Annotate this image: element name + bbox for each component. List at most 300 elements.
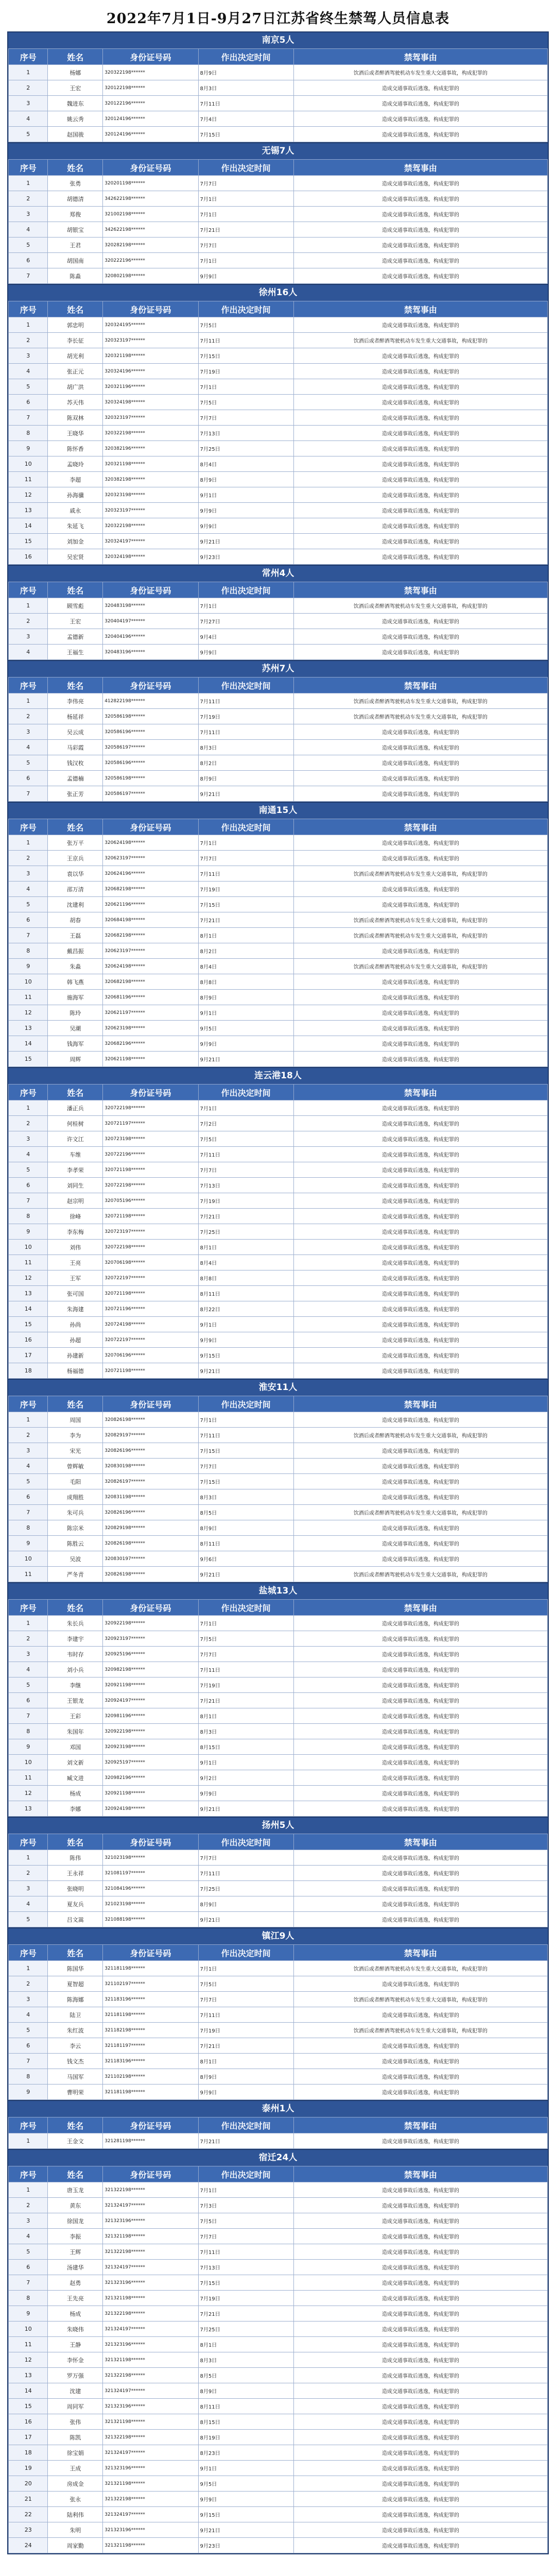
table-row [9,1286,548,1301]
table-row [9,1881,548,1896]
header-row [9,677,548,693]
row-date: 8月9日 [198,65,293,80]
row-name: 赵宗明 [48,1193,103,1209]
row-date: 7月19日 [198,709,293,724]
row-id: 320623197****** [103,851,198,866]
table-row [9,1147,548,1162]
row-id: 320721197****** [103,1116,198,1131]
row-name: 赵国骏 [48,127,103,142]
section-title: 徐州16人 [8,285,548,301]
row-id: 321181198****** [103,2007,198,2023]
row-violation: 造成交通事故后逃逸，构成犯罪的 [293,317,547,333]
row-date: 8月5日 [198,1505,293,1520]
city-section [8,1818,548,1928]
row-violation: 造成交通事故后逃逸，构成犯罪的 [293,2260,547,2275]
row-name: 朱国年 [48,1724,103,1739]
row-id: 321321198****** [103,2229,198,2244]
row-seq: 11 [9,1567,48,1582]
row-date: 7月11日 [198,2244,293,2260]
row-id: 321023198****** [103,1896,198,1912]
row-date: 7月11日 [198,693,293,709]
row-id: 321081197****** [103,1866,198,1881]
table-row [9,1052,548,1067]
row-id: 320722198****** [103,1100,198,1116]
row-id: 321183196****** [103,2054,198,2069]
row-name: 刘伟 [48,1240,103,1255]
row-seq: 8 [9,1724,48,1739]
row-date: 7月15日 [198,897,293,912]
column-header: 作出决定时间 [198,49,293,65]
row-seq: 15 [9,1317,48,1332]
row-seq: 13 [9,1286,48,1301]
table-row [9,740,548,755]
row-violation: 造成交通事故后逃逸，构成犯罪的 [293,629,547,645]
row-seq: 12 [9,2352,48,2368]
table-row [9,2445,548,2461]
row-date: 7月1日 [198,1616,293,1631]
table-row [9,2337,548,2352]
row-name: 王金文 [48,2133,103,2149]
row-name: 袁以华 [48,866,103,882]
row-date: 8月1日 [198,1708,293,1724]
row-id: 321324197****** [103,2445,198,2461]
row-seq: 7 [9,2054,48,2069]
row-name: 刘同生 [48,1178,103,1193]
row-id: 321321198****** [103,2538,198,2553]
row-violation: 造成交通事故后逃逸，构成犯罪的 [293,2337,547,2352]
row-date: 7月5日 [198,2213,293,2229]
row-id: 320586198****** [103,771,198,786]
row-seq: 2 [9,80,48,96]
row-seq: 1 [9,1100,48,1116]
row-seq: 16 [9,2414,48,2430]
row-date: 8月2日 [198,943,293,959]
row-date: 8月8日 [198,1270,293,1286]
table-row [9,1724,548,1739]
row-date: 8月1日 [198,928,293,943]
table-row [9,2306,548,2321]
row-seq: 2 [9,709,48,724]
row-violation: 造成交通事故后逃逸，构成犯罪的 [293,1489,547,1505]
row-name: 臧文进 [48,1770,103,1786]
row-name: 胡广洪 [48,379,103,395]
row-id: 320722197****** [103,1270,198,1286]
column-header: 作出决定时间 [198,819,293,835]
table-row [9,866,548,882]
column-header: 身份证号码 [103,1834,198,1850]
row-seq: 11 [9,1255,48,1270]
row-name: 杨成 [48,2306,103,2321]
row-date: 7月19日 [198,1677,293,1693]
row-violation: 造成交通事故后逃逸，构成犯罪的 [293,1301,547,1317]
row-id: 320124196****** [103,127,198,142]
row-violation: 造成交通事故后逃逸，构成犯罪的 [293,1116,547,1131]
row-date: 7月7日 [198,176,293,191]
table-row [9,1301,548,1317]
row-violation: 造成交通事故后逃逸，构成犯罪的 [293,1912,547,1927]
row-name: 李娜 [48,1801,103,1817]
row-id: 320829198****** [103,1520,198,1536]
row-violation: 造成交通事故后逃逸，构成犯罪的 [293,2182,547,2198]
row-id: 321322198****** [103,2492,198,2507]
row-id: 320705196****** [103,1193,198,1209]
row-seq: 10 [9,2321,48,2337]
row-name: 夏智超 [48,1976,103,1992]
row-id: 320323198****** [103,487,198,503]
row-date: 7月21日 [198,912,293,928]
row-date: 8月1日 [198,2054,293,2069]
row-id: 320586196****** [103,755,198,771]
row-date: 8月3日 [198,80,293,96]
row-name: 张万平 [48,835,103,851]
row-violation: 造成交通事故后逃逸，构成犯罪的 [293,2476,547,2492]
row-violation: 饮酒后或者醉酒驾驶机动车发生重大交通事故，构成犯罪的 [293,2023,547,2038]
column-header: 禁驾事由 [293,2166,547,2182]
column-header: 作出决定时间 [198,1600,293,1616]
row-id: 320124196****** [103,111,198,127]
row-name: 张正元 [48,364,103,379]
row-name: 顾雪彪 [48,598,103,614]
column-header: 序号 [9,1396,48,1412]
city-section [8,1583,548,1818]
row-name: 杨延祥 [48,709,103,724]
row-name: 张可国 [48,1286,103,1301]
row-date: 8月1日 [198,2337,293,2352]
row-violation: 造成交通事故后逃逸，构成犯罪的 [293,1662,547,1677]
section-table [8,48,548,142]
row-name: 吕文嵩 [48,1912,103,1927]
row-date: 9月4日 [198,629,293,645]
table-row [9,2229,548,2244]
row-violation: 饮酒后或者醉酒驾驶机动车发生重大交通事故，构成犯罪的 [293,959,547,974]
table-row [9,1443,548,1459]
row-name: 郭忠明 [48,317,103,333]
row-seq: 8 [9,2291,48,2306]
row-name: 徐国龙 [48,2213,103,2229]
table-row [9,2182,548,2198]
table-row [9,1193,548,1209]
row-seq: 6 [9,253,48,268]
table-row [9,835,548,851]
table-row [9,176,548,191]
city-section [8,1380,548,1583]
row-violation: 饮酒后或者醉酒驾驶机动车发生重大交通事故，构成犯罪的 [293,709,547,724]
table-row [9,2383,548,2399]
row-seq: 4 [9,740,48,755]
row-date: 7月21日 [198,2038,293,2054]
row-id: 320830198****** [103,1459,198,1474]
row-date: 8月9日 [198,771,293,786]
row-name: 王宏 [48,80,103,96]
row-seq: 1 [9,176,48,191]
row-name: 马国军 [48,2069,103,2084]
row-date: 7月19日 [198,2023,293,2038]
row-violation: 造成交通事故后逃逸，构成犯罪的 [293,724,547,740]
row-seq: 8 [9,943,48,959]
row-id: 321322198****** [103,2430,198,2445]
row-seq: 4 [9,645,48,660]
row-seq: 16 [9,549,48,565]
row-name: 徐宝娟 [48,2445,103,2461]
row-seq: 8 [9,426,48,441]
row-id: 320323197****** [103,503,198,518]
row-id: 321323196****** [103,2522,198,2538]
row-id: 321002198****** [103,207,198,222]
row-violation: 造成交通事故后逃逸，构成犯罪的 [293,1443,547,1459]
row-date: 7月7日 [198,410,293,426]
row-violation: 造成交通事故后逃逸，构成犯罪的 [293,2229,547,2244]
row-name: 吴波 [48,1551,103,1567]
row-name: 王成 [48,2461,103,2476]
row-violation: 造成交通事故后逃逸，构成犯罪的 [293,1348,547,1363]
row-date: 7月11日 [198,2007,293,2023]
city-section [8,2101,548,2150]
row-date: 8月4日 [198,1255,293,1270]
row-seq: 10 [9,1551,48,1567]
row-seq: 24 [9,2538,48,2553]
row-violation: 饮酒后或者醉酒驾驶机动车发生重大交通事故，构成犯罪的 [293,912,547,928]
row-violation: 饮酒后或者醉酒驾驶机动车发生重大交通事故，构成犯罪的 [293,1505,547,1520]
section-table [8,1084,548,1379]
row-date: 9月9日 [198,645,293,660]
row-violation: 造成交通事故后逃逸，构成犯罪的 [293,1647,547,1662]
row-violation: 造成交通事故后逃逸，构成犯罪的 [293,2538,547,2553]
row-name: 车维 [48,1147,103,1162]
row-date: 8月9日 [198,990,293,1005]
table-row [9,80,548,96]
section-table [8,1396,548,1582]
row-seq: 9 [9,1536,48,1551]
row-violation: 造成交通事故后逃逸，构成犯罪的 [293,207,547,222]
city-section [8,32,548,143]
row-violation: 饮酒后或者醉酒驾驶机动车发生重大交通事故，构成犯罪的 [293,1428,547,1443]
row-violation: 造成交通事故后逃逸，构成犯罪的 [293,2275,547,2291]
header-row [9,1834,548,1850]
row-violation: 造成交通事故后逃逸，构成犯罪的 [293,518,547,534]
section-table [8,819,548,1067]
row-violation: 造成交通事故后逃逸，构成犯罪的 [293,176,547,191]
row-seq: 8 [9,1209,48,1224]
row-seq: 4 [9,1662,48,1677]
row-violation: 造成交通事故后逃逸，构成犯罪的 [293,1317,547,1332]
column-header: 禁驾事由 [293,1834,547,1850]
table-row [9,1255,548,1270]
table-row [9,2399,548,2414]
row-name: 魏进东 [48,96,103,111]
row-seq: 2 [9,1116,48,1131]
row-date: 8月4日 [198,456,293,472]
row-violation: 造成交通事故后逃逸，构成犯罪的 [293,786,547,802]
column-header: 身份证号码 [103,819,198,835]
section-title: 扬州5人 [8,1818,548,1834]
table-row [9,2054,548,2069]
row-name: 陈宗米 [48,1520,103,1536]
row-date: 9月21日 [198,1363,293,1379]
row-name: 姚云秀 [48,111,103,127]
row-seq: 7 [9,786,48,802]
row-seq: 2 [9,614,48,629]
row-seq: 5 [9,897,48,912]
row-violation: 造成交通事故后逃逸，构成犯罪的 [293,472,547,487]
section-title: 无锡7人 [8,143,548,159]
section-title: 盐城13人 [8,1583,548,1599]
row-id: 321322198****** [103,2182,198,2198]
row-date: 8月9日 [198,2383,293,2399]
row-date: 8月5日 [198,2368,293,2383]
row-name: 胡春 [48,912,103,928]
row-id: 321281198****** [103,2133,198,2149]
row-violation: 造成交通事故后逃逸，构成犯罪的 [293,1881,547,1896]
city-section [8,2150,548,2553]
row-name: 孙建新 [48,1348,103,1363]
row-violation: 造成交通事故后逃逸，构成犯罪的 [293,2445,547,2461]
row-seq: 17 [9,1348,48,1363]
row-id: 320826196****** [103,1443,198,1459]
row-violation: 造成交通事故后逃逸，构成犯罪的 [293,2133,547,2149]
row-id: 320925197****** [103,1755,198,1770]
row-id: 320802198****** [103,268,198,284]
row-date: 7月5日 [198,317,293,333]
row-name: 刘文新 [48,1755,103,1770]
table-row [9,410,548,426]
row-id: 320721198****** [103,1286,198,1301]
row-seq: 5 [9,2244,48,2260]
column-header: 序号 [9,2117,48,2133]
table-row [9,1551,548,1567]
row-id: 321322198****** [103,2306,198,2321]
city-section [8,803,548,1068]
row-seq: 3 [9,1131,48,1147]
row-seq: 5 [9,755,48,771]
row-name: 朱延飞 [48,518,103,534]
row-date: 7月3日 [198,2198,293,2213]
row-id: 320921198****** [103,1786,198,1801]
row-date: 9月21日 [198,534,293,549]
row-date: 7月5日 [198,1976,293,1992]
column-header: 禁驾事由 [293,582,547,598]
row-date: 7月11日 [198,866,293,882]
table-row [9,2507,548,2522]
row-violation: 造成交通事故后逃逸，构成犯罪的 [293,2054,547,2069]
section-title: 连云港18人 [8,1068,548,1084]
row-seq: 15 [9,1052,48,1067]
row-name: 黄东 [48,2198,103,2213]
row-seq: 15 [9,2399,48,2414]
row-id: 320982196****** [103,1770,198,1786]
row-seq: 11 [9,990,48,1005]
row-id: 320922198****** [103,1724,198,1739]
row-seq: 3 [9,866,48,882]
table-row [9,2069,548,2084]
row-date: 7月2日 [198,1116,293,1131]
section-table [8,1944,548,2100]
row-violation: 造成交通事故后逃逸，构成犯罪的 [293,2414,547,2430]
row-date: 8月22日 [198,1301,293,1317]
table-row [9,441,548,456]
column-header: 禁驾事由 [293,677,547,693]
section-table [8,159,548,284]
header-row [9,582,548,598]
row-seq: 9 [9,441,48,456]
row-violation: 造成交通事故后逃逸，构成犯罪的 [293,549,547,565]
row-violation: 造成交通事故后逃逸，构成犯罪的 [293,897,547,912]
row-violation: 造成交通事故后逃逸，构成犯罪的 [293,645,547,660]
table-row [9,503,548,518]
column-header: 作出决定时间 [198,1834,293,1850]
row-seq: 3 [9,1443,48,1459]
row-name: 罗万强 [48,2368,103,2383]
row-name: 张晓明 [48,1881,103,1896]
column-header: 姓名 [48,1600,103,1616]
row-seq: 3 [9,1647,48,1662]
table-row [9,1348,548,1363]
row-seq: 13 [9,503,48,518]
section-title: 南通15人 [8,803,548,819]
header-row [9,819,548,835]
table-row [9,472,548,487]
row-name: 周国 [48,1412,103,1428]
row-id: 320923198****** [103,1739,198,1755]
row-date: 7月1日 [198,835,293,851]
row-date: 9月21日 [198,1801,293,1817]
row-violation: 造成交通事故后逃逸，构成犯罪的 [293,238,547,253]
table-row [9,1162,548,1178]
row-seq: 18 [9,1363,48,1379]
row-id: 320586197****** [103,740,198,755]
row-date: 7月21日 [198,1209,293,1224]
header-row [9,1396,548,1412]
row-name: 孟德楠 [48,771,103,786]
row-violation: 造成交通事故后逃逸，构成犯罪的 [293,1005,547,1021]
row-date: 7月1日 [198,1412,293,1428]
column-header: 禁驾事由 [293,49,547,65]
table-row [9,1770,548,1786]
row-date: 7月19日 [198,1193,293,1209]
row-date: 9月9日 [198,518,293,534]
row-violation: 造成交通事故后逃逸，构成犯罪的 [293,1866,547,1881]
row-id: 320621196****** [103,897,198,912]
row-violation: 造成交通事故后逃逸，构成犯罪的 [293,740,547,755]
row-violation: 造成交通事故后逃逸，构成犯罪的 [293,2213,547,2229]
row-id: 320324196****** [103,364,198,379]
table-row [9,645,548,660]
row-seq: 14 [9,2383,48,2399]
row-seq: 3 [9,629,48,645]
column-header: 序号 [9,301,48,317]
row-date: 9月1日 [198,1755,293,1770]
row-seq: 7 [9,928,48,943]
row-date: 8月9日 [198,1896,293,1912]
row-seq: 8 [9,1520,48,1536]
table-row [9,1459,548,1474]
city-section [8,566,548,661]
row-violation: 造成交通事故后逃逸，构成犯罪的 [293,268,547,284]
table-row [9,1739,548,1755]
row-violation: 造成交通事故后逃逸，构成犯罪的 [293,2244,547,2260]
row-seq: 1 [9,2133,48,2149]
row-date: 9月9日 [198,2084,293,2100]
table-row [9,974,548,990]
row-name: 李怀金 [48,2352,103,2368]
column-header: 序号 [9,2166,48,2182]
row-seq: 13 [9,1021,48,1036]
table-row [9,2430,548,2445]
table-row [9,709,548,724]
row-date: 7月19日 [198,2291,293,2306]
row-name: 吴宏贤 [48,549,103,565]
row-date: 7月1日 [198,2182,293,2198]
row-id: 321323196****** [103,2275,198,2291]
